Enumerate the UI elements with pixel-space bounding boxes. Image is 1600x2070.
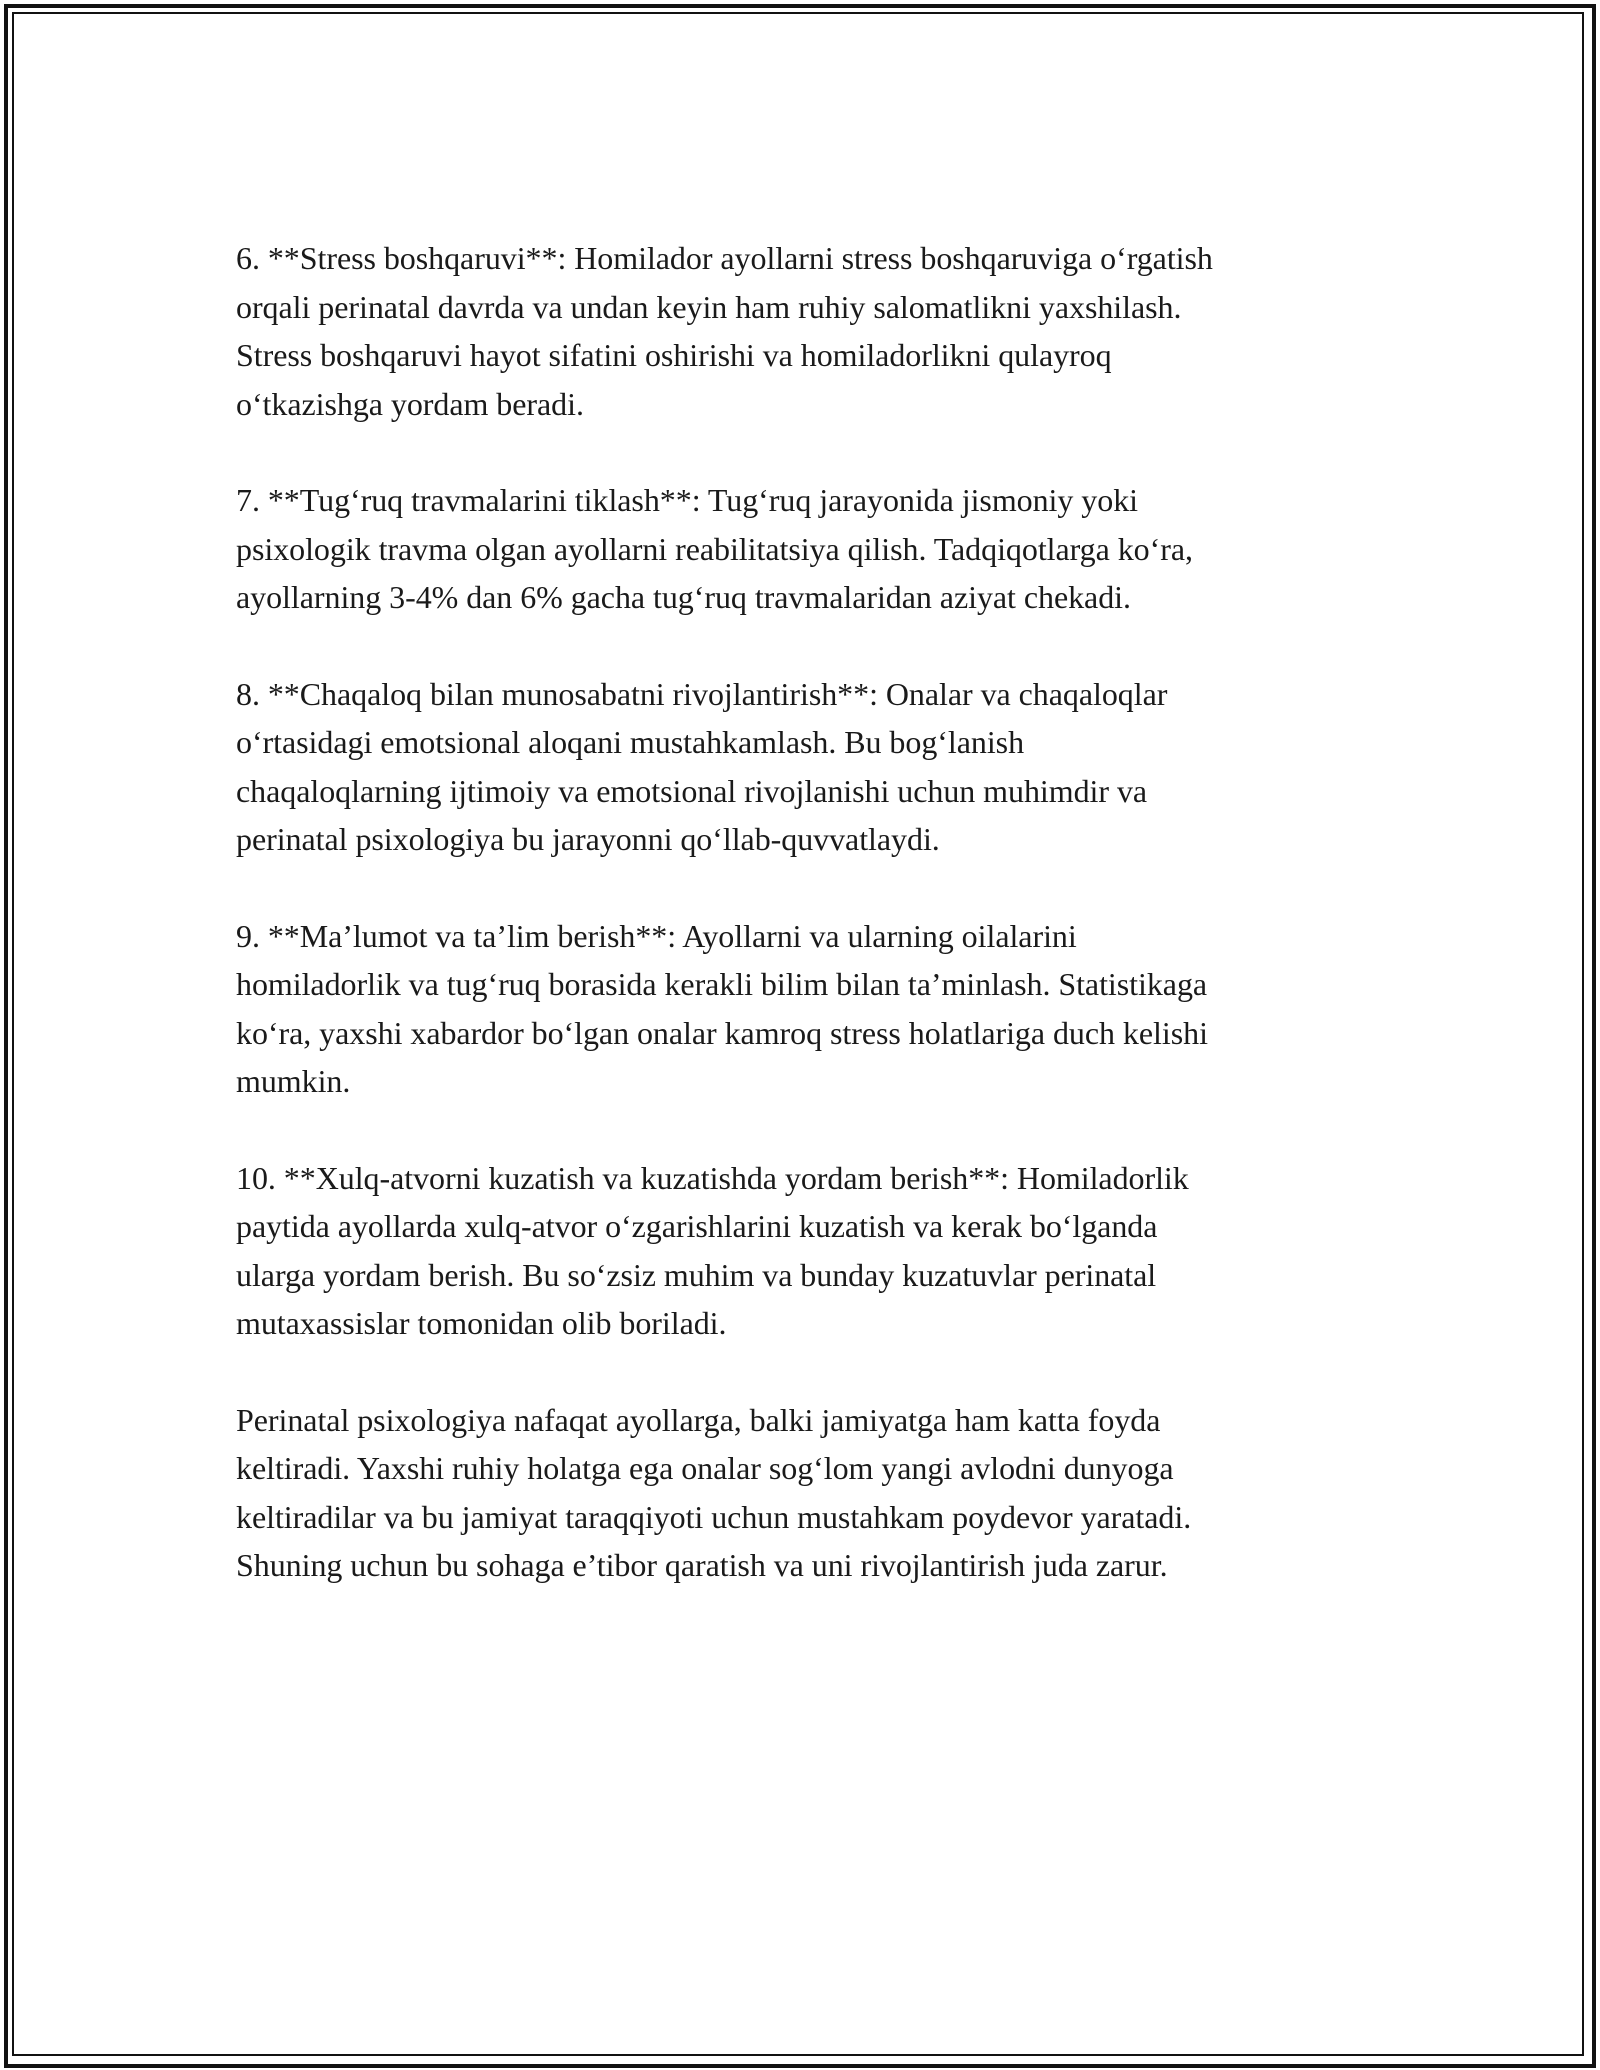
- paragraph-stress-management: 6. **Stress boshqaruvi**: Homilador ayollarni stress boshqaruviga o‘rgatish orqali perinatal davrda va undan keyin ham ruhiy salomatlikni yaxshilash. Stress boshqaruvi hayot sifatini oshirishi va homiladorlikni qulayroq o‘tkazishga yordam beradi.: [236, 240, 1213, 422]
- paragraph-infant-bonding: 8. **Chaqaloq bilan munosabatni rivojlantirish**: Onalar va chaqaloqlar o‘rtasidagi emotsional aloqani mustahkamlash. Bu bog‘lanish chaqaloqlarning ijtimoiy va emotsional rivojlanishi uchun muhimdir va perinatal psixologiya bu jarayonni qo‘llab-quvvatlaydi.: [236, 675, 1168, 857]
- paragraph-birth-trauma-recovery: 7. **Tug‘ruq travmalarini tiklash**: Tug‘ruq jarayonida jismoniy yoki psixologik travma olgan ayollarni reabilitatsiya qilish. Tadqiqotlarga ko‘ra, ayollarning 3-4% dan 6% gacha tug‘ruq travmalaridan aziyat chekadi.: [236, 482, 1193, 615]
- paragraph-behavior-monitoring: 10. **Xulq-atvorni kuzatish va kuzatishda yordam berish**: Homiladorlik paytida ayollarda xulq-atvor o‘zgarishlarini kuzatish va kerak bo‘lganda ularga yordam berish. Bu so‘zsiz muhim va bunday kuzatuvlar perinatal mutaxassislar tomonidan olib boriladi.: [236, 1159, 1189, 1341]
- paragraph-information-education: 9. **Ma’lumot va ta’lim berish**: Ayollarni va ularning oilalarini homiladorlik va tug‘ruq borasida kerakli bilim bilan ta’minlash. Statistikaga ko‘ra, yaxshi xabardor bo‘lgan onalar kamroq stress holatlariga duch kelishi mumkin.: [236, 917, 1208, 1099]
- document-body: [236, 234, 1386, 1638]
- paragraph-conclusion: Perinatal psixologiya nafaqat ayollarga, balki jamiyatga ham katta foyda keltiradi. Yaxshi ruhiy holatga ega onalar sog‘lom yangi avlodni dunyoga keltiradilar va bu jamiyat taraqqiyoti uchun mustahkam poydevor yaratadi. Shuning uchun bu sohaga e’tibor qaratish va uni rivojlantirish juda zarur.: [236, 1401, 1192, 1583]
